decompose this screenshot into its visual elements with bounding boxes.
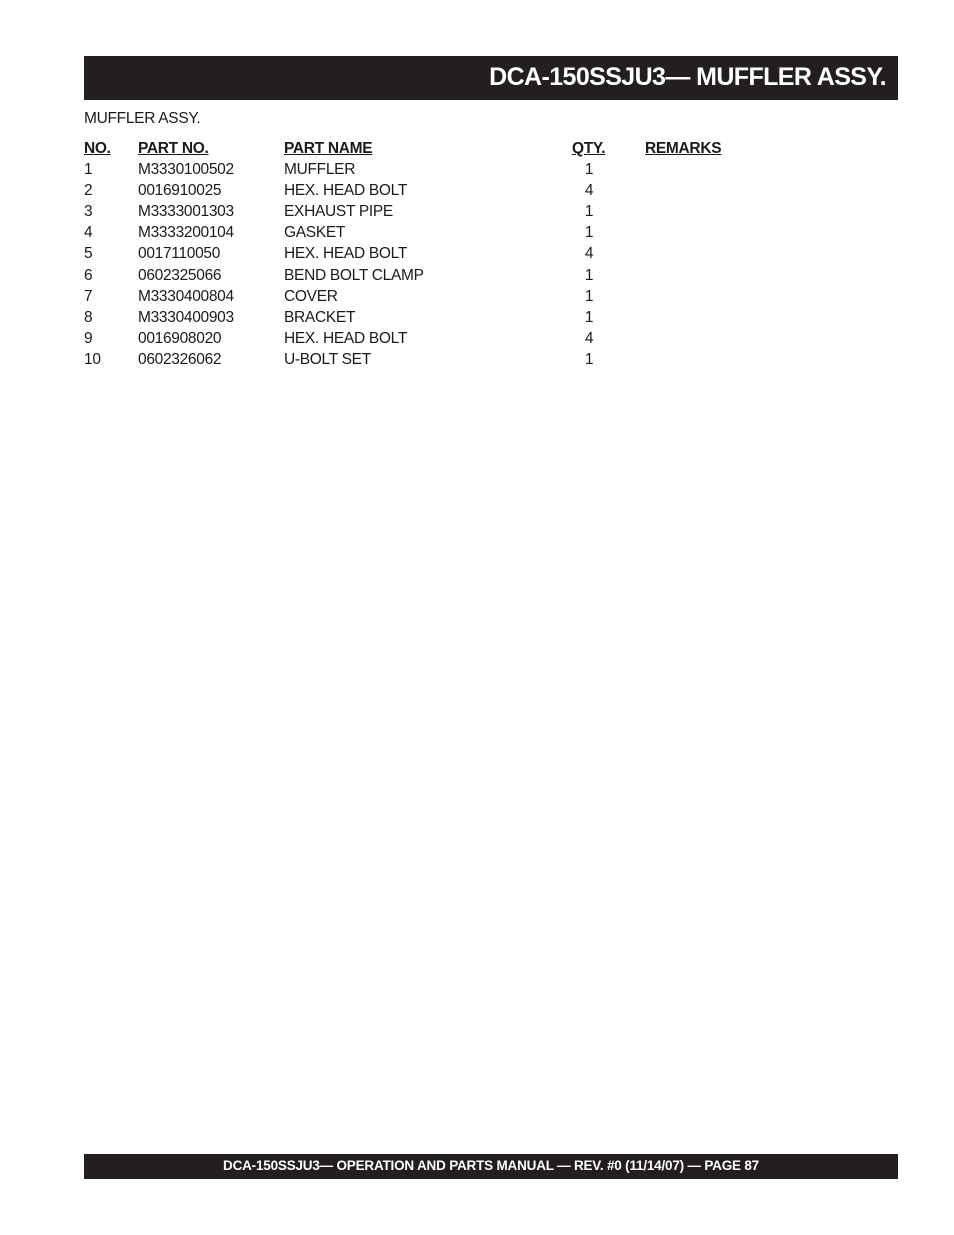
cell-no: 3 bbox=[84, 203, 93, 221]
table-header-row bbox=[84, 138, 784, 159]
cell-part-name: HEX. HEAD BOLT bbox=[284, 245, 407, 263]
page-title: DCA-150SSJU3— MUFFLER ASSY. bbox=[489, 63, 886, 91]
cell-qty: 1 bbox=[584, 287, 594, 305]
cell-part-no: 0016908020 bbox=[138, 329, 222, 347]
table-row bbox=[84, 243, 784, 264]
cell-no: 10 bbox=[84, 350, 101, 368]
cell-part-name: HEX. HEAD BOLT bbox=[284, 182, 407, 200]
table-body bbox=[84, 159, 784, 370]
cell-no: 5 bbox=[84, 245, 93, 263]
cell-part-no: M3330100502 bbox=[138, 161, 234, 179]
cell-qty: 4 bbox=[584, 329, 594, 347]
cell-part-no: M3330400903 bbox=[138, 308, 234, 326]
column-header-part-no: PART NO. bbox=[138, 140, 209, 157]
cell-part-name: BRACKET bbox=[284, 308, 356, 326]
cell-no: 6 bbox=[84, 266, 93, 284]
cell-part-no: 0602325066 bbox=[138, 266, 222, 284]
cell-part-name: MUFFLER bbox=[284, 161, 356, 179]
column-header-part-name: PART NAME bbox=[284, 140, 373, 157]
cell-part-no: 0017110050 bbox=[138, 245, 221, 263]
table-row bbox=[84, 265, 784, 286]
cell-no: 8 bbox=[84, 308, 93, 326]
cell-no: 1 bbox=[84, 161, 93, 179]
cell-part-no: M3333001303 bbox=[138, 203, 234, 221]
table-row bbox=[84, 222, 784, 243]
cell-qty: 4 bbox=[584, 182, 594, 200]
cell-no: 7 bbox=[84, 287, 93, 305]
table-row bbox=[84, 349, 784, 370]
section-subtitle: MUFFLER ASSY. bbox=[84, 110, 201, 127]
table-row bbox=[84, 286, 784, 307]
cell-qty: 1 bbox=[584, 266, 594, 284]
footer-bar bbox=[84, 1154, 898, 1179]
cell-part-name: BEND BOLT CLAMP bbox=[284, 266, 424, 284]
column-header-no: NO. bbox=[84, 140, 111, 157]
cell-no: 4 bbox=[84, 224, 93, 242]
cell-qty: 1 bbox=[584, 350, 594, 368]
column-header-remarks: REMARKS bbox=[645, 140, 722, 157]
cell-part-name: U-BOLT SET bbox=[284, 350, 371, 368]
table-row bbox=[84, 180, 784, 201]
cell-qty: 1 bbox=[584, 308, 594, 326]
table-row bbox=[84, 201, 784, 222]
table-row bbox=[84, 307, 784, 328]
cell-qty: 1 bbox=[584, 224, 594, 242]
cell-part-name: EXHAUST PIPE bbox=[284, 203, 393, 221]
cell-qty: 1 bbox=[584, 161, 594, 179]
title-bar bbox=[84, 56, 898, 100]
cell-no: 2 bbox=[84, 182, 93, 200]
cell-part-name: GASKET bbox=[284, 224, 346, 242]
column-header-qty: QTY. bbox=[572, 140, 606, 157]
cell-no: 9 bbox=[84, 329, 93, 347]
cell-qty: 1 bbox=[584, 203, 594, 221]
cell-qty: 4 bbox=[584, 245, 594, 263]
footer-text: DCA-150SSJU3— OPERATION AND PARTS MANUAL — REV. #0 (11/14/07) — PAGE 87 bbox=[223, 1158, 759, 1173]
cell-part-no: M3330400804 bbox=[138, 287, 234, 305]
cell-part-no: 0602326062 bbox=[138, 350, 222, 368]
table-row bbox=[84, 328, 784, 349]
parts-table bbox=[84, 138, 784, 370]
cell-part-name: HEX. HEAD BOLT bbox=[284, 329, 407, 347]
cell-part-no: M3333200104 bbox=[138, 224, 234, 242]
table-row bbox=[84, 159, 784, 180]
cell-part-no: 0016910025 bbox=[138, 182, 222, 200]
cell-part-name: COVER bbox=[284, 287, 338, 305]
